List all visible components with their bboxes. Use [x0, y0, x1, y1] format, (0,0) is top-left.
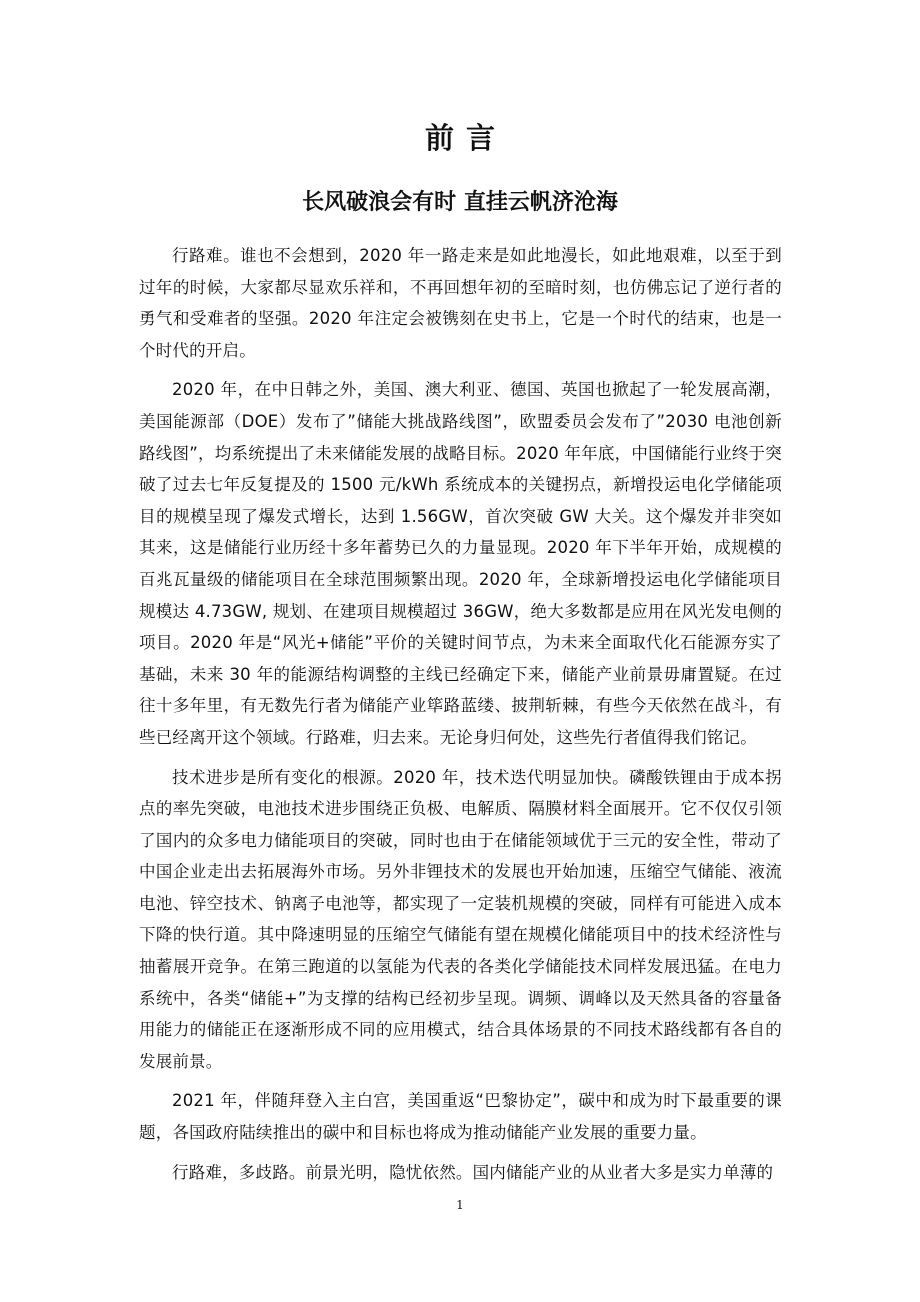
paragraph-5: 行路难，多歧路。前景光明，隐忧依然。国内储能产业的从业者大多是实力单薄的	[172, 1162, 774, 1182]
page-number: 1	[456, 1198, 464, 1212]
paragraph-2: 2020 年，在中日韩之外，美国、澳大利亚、德国、英国也掀起了一轮发展高潮，美国能源部（DOE）发布了”储能大挑战路线图”，欧盟委员会发布了”2030 电池创新路线图”，均系统提出了未来储能发展的战略目标。2020 年年底，中国储能行业终于突破了过去七年反复提及的 1500 元/kWh 系统成本的关键拐点，新增投运电化学储能项目的规模呈现了爆发式增长，达到 1.56GW，首次突破 GW 大关。这个爆发并非突如其来，这是储能行业历经十多年蓄势已久的力量显现。2020 年下半年开始，成规模的百兆瓦量级的储能项目在全球范围频繁出现。2020 年，全球新增投运电化学储能项目规模达 4.73GW, 规划、在建项目规模超过 36GW，绝大多数都是应用在风光发电侧的项目。2020 年是“风光+储能”平价的关键时间节点，为未来全面取代化石能源夯实了基础，未来 30 年的能源结构调整的主线已经确定下来，储能产业前景毋庸置疑。在过往十多年里，有无数先行者为储能产业筚路蓝缕、披荆斩棘，有些今天依然在战斗，有些已经离开这个领域。行路难，归去来。无论身归何处，这些先行者值得我们铭记。	[139, 380, 782, 747]
paragraph-3: 技术进步是所有变化的根源。2020 年，技术迭代明显加快。磷酸铁锂由于成本拐点的率先突破，电池技术进步围绕正负极、电解质、隔膜材料全面展开。它不仅仅引领了国内的众多电力储能项目的突破，同时也由于在储能领域优于三元的安全性，带动了中国企业走出去拓展海外市场。另外非锂技术的发展也开始加速，压缩空气储能、液流电池、锌空技术、钠离子电池等，都实现了一定装机规模的突破，同样有可能进入成本下降的快行道。其中降速明显的压缩空气储能有望在规模化储能项目中的技术经济性与抽蓄展开竞争。在第三跑道的以氢能为代表的各类化学储能技术同样发展迅猛。在电力系统中，各类“储能+”为支撑的结构已经初步呈现。调频、调峰以及天然具备的容量备用能力的储能正在逐渐形成不同的应用模式，结合具体场景的不同技术路线都有各自的发展前景。	[139, 767, 782, 1071]
paragraph-4: 2021 年，伴随拜登入主白宫，美国重返“巴黎协定”，碳中和成为时下最重要的课题，各国政府陆续推出的碳中和目标也将成为推动储能产业发展的重要力量。	[139, 1091, 782, 1143]
page-title: 前言	[424, 121, 507, 155]
page-subtitle: 长风破浪会有时 直挂云帆济沧海	[302, 190, 618, 215]
paragraph-1: 行路难。谁也不会想到，2020 年一路走来是如此地漫长，如此地艰难，以至于到过年的时候，大家都尽显欢乐祥和，不再回想年初的至暗时刻，也仿佛忘记了逆行者的勇气和受难者的坚强。2020 年注定会被镌刻在史书上，它是一个时代的结束，也是一个时代的开启。	[139, 246, 782, 360]
document-body	[139, 240, 782, 1196]
